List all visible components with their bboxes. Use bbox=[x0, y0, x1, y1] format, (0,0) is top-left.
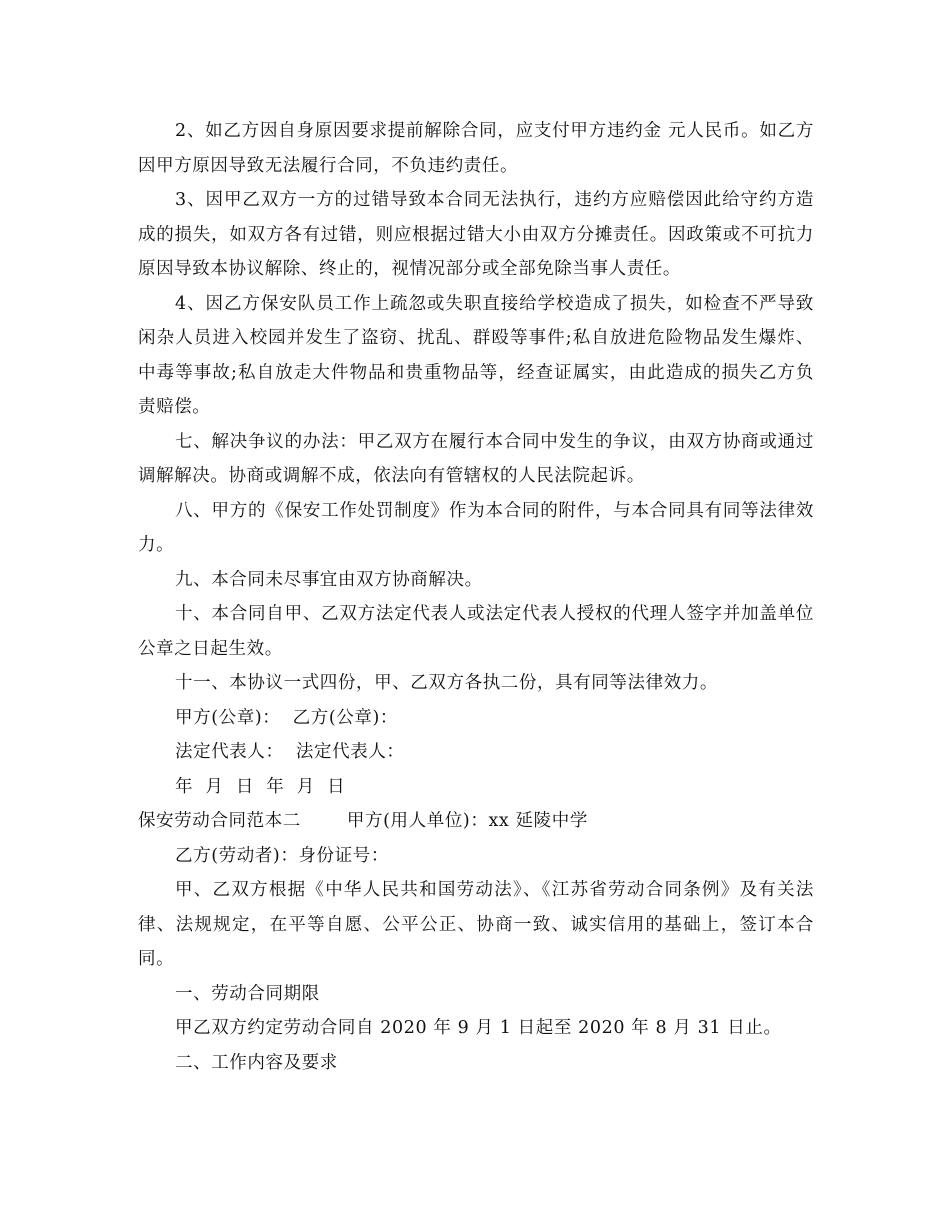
document-body bbox=[138, 114, 814, 1080]
clause-8-paragraph: 八、甲方的《保安工作处罚制度》作为本合同的附件，与本合同具有同等法律效力。 bbox=[138, 500, 814, 555]
clause-9-paragraph: 九、本合同未尽事宜由双方协商解决。 bbox=[175, 569, 483, 590]
party-b-employee: 乙方(劳动者)：身份证号： bbox=[175, 845, 389, 866]
signature-date-line: 年 月 日 年 月 日 bbox=[175, 776, 346, 797]
section-title: 保安劳动合同范本二 bbox=[138, 811, 301, 831]
preamble-paragraph: 甲、乙双方根据《中华人民共和国劳动法》、《江苏省劳动合同条例》及有关法律、法规规定，在平等自愿、公平公正、协商一致、诚实信用的基础上，签订本合同。 bbox=[138, 880, 814, 969]
clause-10-paragraph: 十、本合同自甲、乙双方法定代表人或法定代表人授权的代理人签字并加盖单位公章之日起生效。 bbox=[138, 604, 814, 659]
clause-7-paragraph: 七、解决争议的办法：甲乙双方在履行本合同中发生的争议，由双方协商或通过调解解决。协商或调解不成，依法向有管辖权的人民法院起诉。 bbox=[138, 431, 814, 486]
clause-3-paragraph: 3、因甲乙双方一方的过错导致本合同无法执行，违约方应赔偿因此给守约方造成的损失，如双方各有过错，则应根据过错大小由双方分摊责任。因政策或不可抗力原因导致本协议解除、终止的，视情况部分或全部免除当事人责任。 bbox=[138, 190, 814, 279]
heading-work-content: 二、工作内容及要求 bbox=[175, 1052, 338, 1073]
signature-representative-line: 法定代表人： 法定代表人： bbox=[175, 742, 405, 762]
section-title-line bbox=[138, 804, 814, 839]
clause-2-paragraph: 2、如乙方因自身原因要求提前解除合同，应支付甲方违约金 元人民币。如乙方因甲方原因导致无法履行合同，不负违约责任。 bbox=[138, 121, 814, 176]
clause-11-paragraph: 十一、本协议一式四份，甲、乙双方各执二份，具有同等法律效力。 bbox=[175, 673, 718, 693]
party-a-employer: 甲方(用人单位)：xx 延陵中学 bbox=[346, 811, 588, 831]
clause-4-paragraph: 4、因乙方保安队员工作上疏忽或失职直接给学校造成了损失，如检查不严导致闲杂人员进入校园并发生了盗窃、扰乱、群殴等事件;私自放进危险物品发生爆炸、中毒等事故;私自放走大件物品和贵重物品等，经查证属实，由此造成的损失乙方负责赔偿。 bbox=[138, 293, 814, 417]
contract-term-paragraph: 甲乙双方约定劳动合同自 2020 年 9 月 1 日起至 2020 年 8 月 31 日止。 bbox=[175, 1018, 782, 1038]
heading-contract-term: 一、劳动合同期限 bbox=[175, 983, 320, 1004]
signature-seal-line: 甲方(公章)： 乙方(公章)： bbox=[175, 707, 399, 728]
